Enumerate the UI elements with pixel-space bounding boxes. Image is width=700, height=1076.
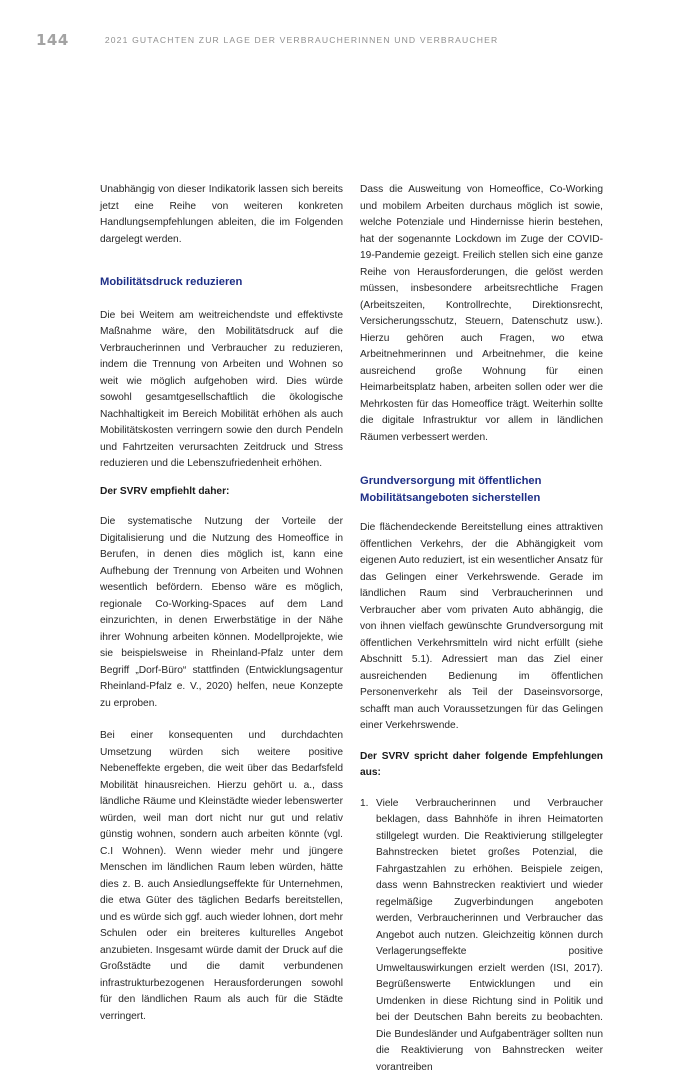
- recommendation-label: Der SVRV empfiehlt daher:: [100, 484, 343, 501]
- list-item-text: Viele Verbraucherinnen und Verbraucher beklagen, dass Bahnhöfe in ihren Heimatorten stillgelegt wurden. Die Reaktivierung stillgelegter Bahnstrecken bietet großes Potenzial, die Fahrgastzahlen zu erhöhen. Beispiele zeigen, dass wenn Bahnstrecken reaktiviert und wieder regelmäßige Zugverbindungen angeboten werden, Verbraucherinnen und Verbraucher das Angebot auch nutzen. Gleichzeitig können durch Verlagerungseffekte positive Umweltauswirkungen erzielt werden (ISI, 2017). Begrüßenswerte Entwicklungen und ein Umdenken in diese Richtung sind in Politik und bei der Deutschen Bahn bereits zu beobachten. Die Bundesländer und Aufgabenträger sollten nun die Reaktivierung von Bahnstrecken weiter vorantreiben: [376, 798, 603, 1073]
- running-title: 2021 GUTACHTEN ZUR LAGE DER VERBRAUCHERINNEN UND VERBRAUCHER: [105, 35, 499, 45]
- public-transport-paragraph: Die flächendeckende Bereitstellung eines attraktiven öffentlichen Verkehrs, der die Abhängigkeit vom eigenen Auto reduziert, ist ein wesentlicher Ansatz für das Gelingen einer Verkehrswende. Gerade im ländlichen Raum sind Verbraucherinnen und Verbraucher aber vom privaten Auto abhängig, die von ihnen vielfach gewünschte Grundversorgung mit öffentlichen Verkehrsmitteln wird nicht erfüllt (siehe Abschnitt 5.1). Adressiert man das Ziel einer ausreichenden Bedienung im öffentlichen Personenverkehr als Teil der Daseinsvorsorge, schafft man auch Voraussetzungen für das Gelingen einer Verkehrswende.: [360, 520, 603, 735]
- list-item-number: 1.: [360, 796, 369, 813]
- section-heading-basic-supply: Grundversorgung mit öffentlichen Mobilitätsangeboten sicherstellen: [360, 473, 603, 506]
- side-effects-paragraph: Bei einer konsequenten und durchdachten Umsetzung würden sich weitere positive Nebeneffekte ergeben, die weit über das Bedarfsfeld Mobilität hinausreichen. Hierzu gehört u. a., dass ländliche Räume und Kleinstädte wieder lebenswerter würden, weil man dort nicht nur gut und relativ günstig wohnen, sondern auch arbeiten könnte (vgl. C.I Wohnen). Wenn wieder mehr und jüngere Menschen im ländlichen Raum leben würden, hätte dies z. B. auch Ansiedlungseffekte für Unternehmen, die etwa Güter des täglichen Bedarfs bereitstellen, und es würde sich ggf. auch wieder lohnen, dort mehr Schulen oder ein breiteres kulturelles Angebot anzubieten. Insgesamt würde damit der Druck auf die Großstädte und die damit verbundenen infrastrukturbezogenen Herausforderungen sowohl für den ländlichen Raum als auch für die Städte verringert.: [100, 728, 343, 1025]
- page-header: [36, 29, 498, 51]
- homeoffice-paragraph: Dass die Ausweitung von Homeoffice, Co-Working und mobilem Arbeiten durchaus möglich ist sowie, welche Potenziale und Hindernisse hierin bestehen, hat der sogenannte Lockdown im Zuge der COVID-19-Pandemie gezeigt. Freilich stellen sich eine ganze Reihe von Herausforderungen, die gelöst werden müssen, insbesondere arbeitsrechtliche Fragen (Arbeitszeiten, Kontrollrechte, Direktionsrecht, Versicherungsschutz, Steuern, Datenschutz usw.). Hierzu gehören auch Fragen, wo etwa Arbeitnehmerinnen und Arbeitnehmer, die keine ausreichend große Wohnung für einen Heimarbeitsplatz haben, arbeiten sollen oder wer die Mehrkosten für das Homeoffice trägt. Weiterhin sollte die digitale Infrastruktur vor allem in ländlichen Räumen verbessert werden.: [360, 182, 603, 446]
- recommendation-list: [360, 796, 603, 1076]
- left-column: [100, 182, 343, 1025]
- list-item: [360, 796, 603, 1076]
- recommendation-label: Der SVRV spricht daher folgende Empfehlungen aus:: [360, 749, 603, 782]
- digitalization-paragraph: Die systematische Nutzung der Vorteile der Digitalisierung und die Nutzung des Homeoffice in Berufen, in denen dies möglich ist, kann eine Aufhebung der Trennung von Arbeiten und Wohnen wesentlich befördern. Ebenso wäre es möglich, regionale Co-Working-Spaces auf dem Land einzurichten, in denen Erwerbstätige in der Nähe ihrer Wohnung arbeiten können. Modellprojekte, wie sie beispielsweise in Rheinland-Pfalz unter dem Begriff „Dorf-Büro“ stattfinden (Entwicklungsagentur Rheinland-Pfalz e. V., 2020) helfen, neue Konzepte zu erproben.: [100, 514, 343, 712]
- section-heading-mobility-pressure: Mobilitätsdruck reduzieren: [100, 274, 343, 291]
- page-number: 144: [36, 31, 69, 49]
- mobility-pressure-paragraph: Die bei Weitem am weitreichendste und effektivste Maßnahme wäre, den Mobilitätsdruck auf die Verbraucherinnen und Verbraucher zu reduzieren, indem die Trennung von Arbeiten und Wohnen so weit wie möglich aufgehoben wird. Dies würde sowohl gesamtgesellschaftlich die ökologische Nachhaltigkeit im Bereich Mobilität erhöhen als auch Mobilitätskosten verringern sowie den durch Pendeln und Fahrtzeiten verursachten Zeitdruck und Stress reduzieren und die Lebenszufriedenheit erhöhen.: [100, 308, 343, 473]
- right-column: [360, 182, 603, 1076]
- intro-paragraph: Unabhängig von dieser Indikatorik lassen sich bereits jetzt eine Reihe von weiteren konkreten Handlungsempfehlungen ableiten, die im Folgenden dargelegt werden.: [100, 182, 343, 248]
